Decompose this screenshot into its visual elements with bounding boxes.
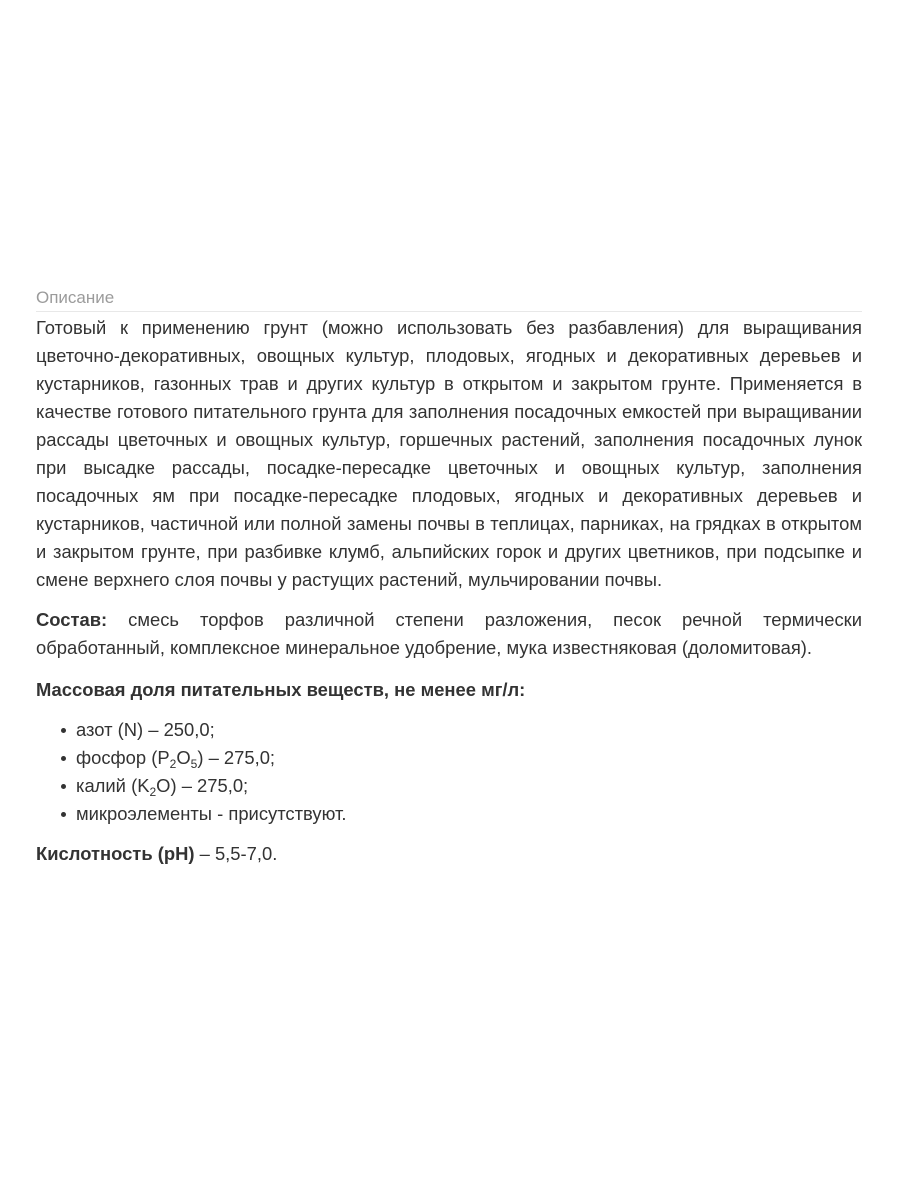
nutrient-potassium-prefix: калий (K: [76, 775, 150, 796]
bullet-icon: [61, 728, 66, 733]
composition-paragraph: [36, 606, 862, 662]
subscript: 5: [190, 757, 198, 771]
bullet-icon: [61, 812, 66, 817]
list-item: [76, 800, 862, 828]
section-heading: Описание: [36, 287, 862, 312]
composition-label: Состав:: [36, 609, 108, 630]
nutrients-list: [36, 716, 862, 828]
list-item: [76, 716, 862, 744]
product-description-section: [36, 287, 862, 868]
bullet-icon: [61, 784, 66, 789]
composition-text: смесь торфов различной степени разложения, песок речной термически обработанный, комплексное минеральное удобрение, мука известняковая (доломитовая).: [36, 609, 862, 658]
nutrient-nitrogen: азот (N) – 250,0;: [76, 719, 215, 740]
subscript: 2: [169, 757, 177, 771]
nutrient-potassium: [76, 775, 249, 799]
list-item: [76, 744, 862, 772]
acidity-value: – 5,5-7,0.: [194, 843, 278, 864]
nutrients-heading: Массовая доля питательных веществ, не менее мг/л:: [36, 679, 526, 700]
nutrient-phosphorus-mid: O: [176, 747, 191, 768]
nutrient-microelements: микроэлементы - присутствуют.: [76, 803, 347, 824]
acidity-paragraph: [36, 840, 862, 868]
acidity-label: Кислотность (pH): [36, 843, 195, 864]
nutrient-phosphorus-prefix: фосфор (P: [76, 747, 170, 768]
nutrient-potassium-suffix: O) – 275,0;: [156, 775, 249, 796]
nutrient-phosphorus-suffix: ) – 275,0;: [197, 747, 276, 768]
description-paragraph: Готовый к применению грунт (можно использовать без разбавления) для выращивания цветочно-декоративных, овощных культур, плодовых, ягодных и декоративных деревьев и кустарников, газонных трав и других культур в открытом и закрытом грунте. Применяется в качестве готового питательного грунта для заполнения посадочных емкостей при выращивании рассады цветочных и овощных культур, горшечных растений, заполнения посадочных лунок при высадке рассады, посадке-пересадке цветочных и овощных культур, заполнения посадочных ям при посадке-пересадке плодовых, ягодных и декоративных деревьев и кустарников, частичной или полной замены почвы в теплицах, парниках, на грядках в открытом и закрытом грунте, при разбивке клумб, альпийских горок и других цветников, при подсыпке и смене верхнего слоя почвы у растущих растений, мульчировании почвы.: [36, 317, 862, 590]
bullet-icon: [61, 756, 66, 761]
list-item: [76, 772, 862, 800]
nutrient-phosphorus: [76, 747, 276, 771]
subscript: 2: [149, 785, 157, 799]
